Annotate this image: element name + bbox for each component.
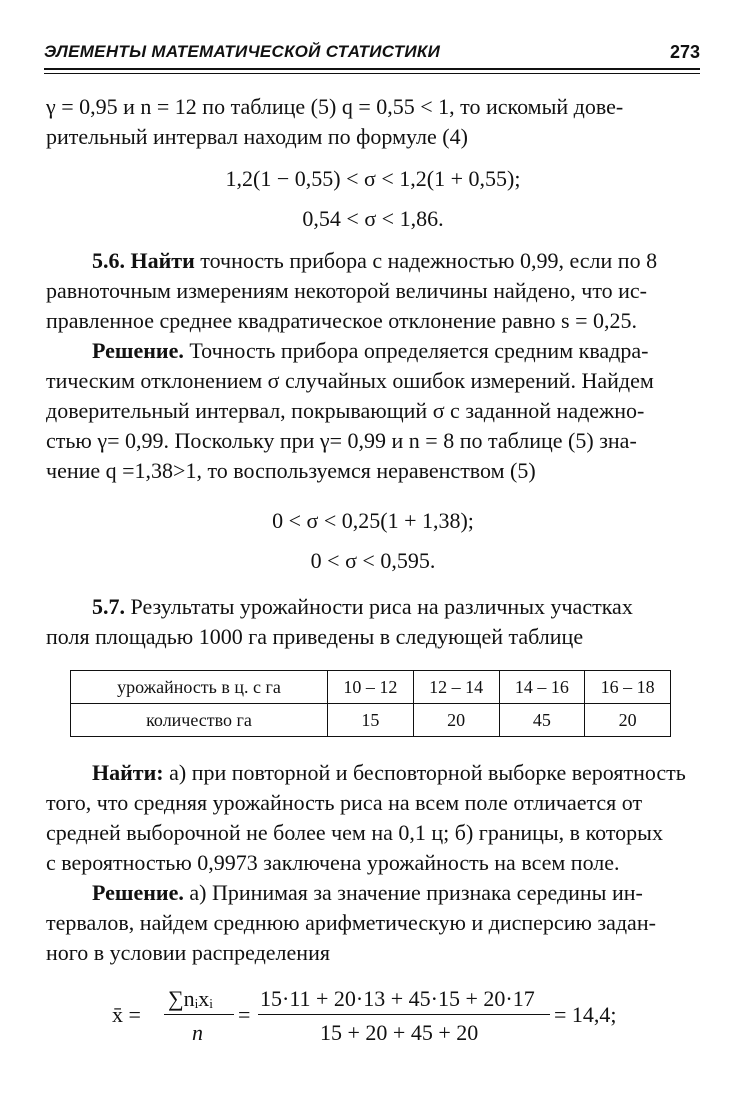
problem-5-6-text-1: точность прибора с надежностью 0,99, если по 8	[200, 248, 658, 273]
running-header-title: ЭЛЕМЕНТЫ МАТЕМАТИЧЕСКОЙ СТАТИСТИКИ	[44, 42, 441, 61]
formula-interval-2-result-text: 0 < σ < 0,595.	[310, 548, 436, 573]
formula-interval-2-result	[46, 546, 700, 576]
solution-5-6	[46, 336, 700, 486]
table-row-label-count: количество га	[71, 704, 328, 737]
mean-formula-denominator: 15 + 20 + 45 + 20	[320, 1020, 479, 1045]
task-5-7-line-1	[46, 758, 700, 788]
problem-5-7-line-1	[46, 592, 700, 622]
task-5-7-line-3: средней выборочной не более чем на 0,1 ц; б) границы, в которых	[46, 820, 663, 845]
mean-formula-numerator: 15·11 + 20·13 + 45·15 + 20·17	[260, 986, 535, 1011]
task-5-7-line-4: с вероятностью 0,9973 заключена урожайность на всем поле.	[46, 850, 620, 875]
problem-5-7-line-2: поля площадью 1000 га приведены в следующей таблице	[46, 624, 584, 649]
solution-5-6-line-3: доверительный интервал, покрывающий σ с заданной надежно-	[46, 398, 645, 423]
task-5-7	[46, 758, 700, 878]
problem-5-6-verb: Найти	[130, 248, 195, 273]
mean-formula-sum-denominator: n	[192, 1020, 203, 1045]
mean-formula-sum-numerator: ∑nᵢxᵢ	[168, 986, 213, 1011]
solution-5-7-line-3: ного в условии распределения	[46, 940, 330, 965]
intro-paragraph	[46, 92, 700, 152]
solution-5-6-label: Решение.	[92, 338, 184, 363]
formula-interval-2-text: 0 < σ < 0,25(1 + 1,38);	[272, 508, 474, 533]
problem-5-7-number: 5.7.	[92, 594, 125, 619]
task-5-7-line-2: того, что средняя урожайность риса на всем поле отличается от	[46, 790, 643, 815]
mean-formula-fraction-bar-2	[258, 1014, 550, 1015]
solution-5-7-label: Решение.	[92, 880, 184, 905]
solution-5-6-line-1	[46, 336, 700, 366]
table-cell-count: 20	[413, 704, 499, 737]
problem-5-6-line-3: правленное среднее квадратическое отклонение равно s = 0,25.	[46, 308, 638, 333]
intro-line-1: γ = 0,95 и n = 12 по таблице (5) q = 0,55 < 1, то искомый дове-	[46, 94, 624, 119]
table-cell-interval: 12 – 14	[413, 671, 499, 704]
formula-interval-1-result-text: 0,54 < σ < 1,86.	[302, 206, 444, 231]
yield-table	[70, 670, 671, 737]
solution-5-6-line-2: тическим отклонением σ случайных ошибок измерений. Найдем	[46, 368, 654, 393]
solution-5-6-line-5: чение q =1,38>1, то воспользуемся неравенством (5)	[46, 458, 536, 483]
formula-interval-1-result	[46, 204, 700, 234]
table-cell-count: 15	[328, 704, 414, 737]
header-rule-thick	[44, 68, 700, 70]
mean-formula-result: = 14,4;	[554, 1002, 617, 1027]
table-cell-count: 20	[585, 704, 671, 737]
mean-formula-xbar: x̄ =	[112, 1002, 141, 1027]
problem-5-7-text-1: Результаты урожайности риса на различных участках	[130, 594, 633, 619]
header-rule-thin	[44, 73, 700, 74]
mean-formula	[112, 982, 652, 1052]
table-cell-interval: 10 – 12	[328, 671, 414, 704]
page-number: 273	[669, 42, 700, 62]
mean-formula-equals: =	[238, 1002, 251, 1027]
table-cell-count: 45	[499, 704, 585, 737]
solution-5-7-text-1: а) Принимая за значение признака середины ин-	[189, 880, 643, 905]
solution-5-6-line-4: стью γ= 0,99. Поскольку при γ= 0,99 и n = 8 по таблице (5) зна-	[46, 428, 637, 453]
formula-interval-2	[46, 506, 700, 536]
problem-5-6-number: 5.6.	[92, 248, 125, 273]
table-row	[71, 671, 671, 704]
solution-5-7	[46, 878, 700, 968]
solution-5-6-text-1: Точность прибора определяется средним квадра-	[189, 338, 649, 363]
running-header	[44, 40, 700, 68]
table-cell-interval: 14 – 16	[499, 671, 585, 704]
formula-interval-1	[46, 164, 700, 194]
problem-5-6	[46, 246, 700, 336]
task-5-7-text-1: а) при повторной и бесповторной выборке вероятность	[169, 760, 686, 785]
table-cell-interval: 16 – 18	[585, 671, 671, 704]
task-5-7-label: Найти:	[92, 760, 164, 785]
problem-5-6-line-1	[46, 246, 700, 276]
table-row	[71, 704, 671, 737]
formula-interval-1-text: 1,2(1 − 0,55) < σ < 1,2(1 + 0,55);	[225, 166, 521, 191]
problem-5-6-line-2: равноточным измерениям некоторой величины найдено, что ис-	[46, 278, 648, 303]
table-row-label-yield: урожайность в ц. с га	[71, 671, 328, 704]
problem-5-7	[46, 592, 700, 652]
solution-5-7-line-1	[46, 878, 700, 908]
intro-line-2: рительный интервал находим по формуле (4)	[46, 124, 468, 149]
solution-5-7-line-2: тервалов, найдем среднюю арифметическую и дисперсию задан-	[46, 910, 656, 935]
mean-formula-fraction-bar-1	[164, 1014, 234, 1015]
